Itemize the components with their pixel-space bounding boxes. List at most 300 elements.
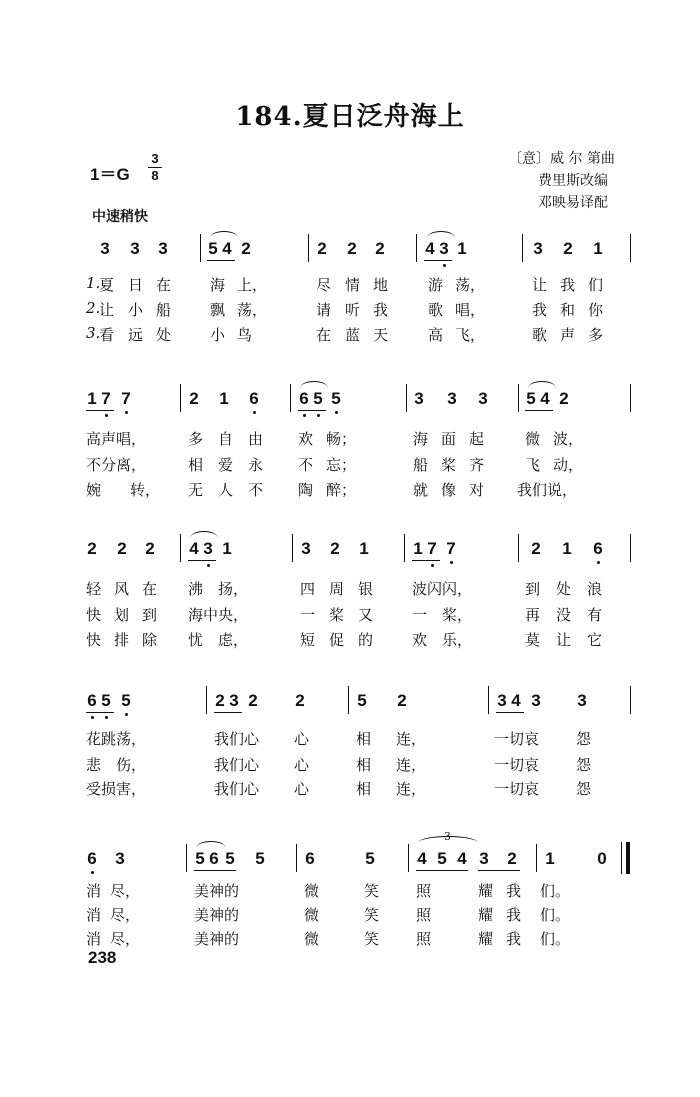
lyric: 心 xyxy=(294,756,310,774)
lyric: 多 xyxy=(188,430,204,448)
lyric: 消 xyxy=(86,930,102,948)
lyric: 海 xyxy=(413,430,429,448)
note: 1 xyxy=(222,539,232,558)
underline xyxy=(214,712,242,713)
lyric: 促 xyxy=(329,631,345,649)
low-octave-dot xyxy=(317,414,320,417)
lyric: 周 xyxy=(329,580,345,598)
lyric: 忘； xyxy=(326,456,357,474)
lyric: 一切哀 xyxy=(494,756,540,774)
lyric: 相 xyxy=(356,780,372,798)
lyric: 沸 xyxy=(188,580,204,598)
underline xyxy=(207,260,235,261)
lyric: 蓝 xyxy=(345,326,361,344)
lyric: 尽， xyxy=(110,906,141,924)
lyric: 转， xyxy=(130,481,161,499)
barline xyxy=(416,234,417,262)
lyric: 莫 xyxy=(525,631,541,649)
barline xyxy=(406,384,407,412)
lyric: 小 xyxy=(128,301,144,319)
lyric: 我 xyxy=(506,906,522,924)
credit-composer: 〔意〕威 尔 第曲 xyxy=(508,151,615,167)
lyric: 听 xyxy=(345,301,361,319)
lyric: 耀 xyxy=(478,882,494,900)
lyric: 船 xyxy=(413,456,429,474)
lyric: 心 xyxy=(294,730,310,748)
lyric: 海 xyxy=(210,276,226,294)
note: 4 xyxy=(457,849,467,868)
lyric: 飞 xyxy=(525,456,541,474)
note: 5 xyxy=(357,691,367,710)
lyric: 虑， xyxy=(218,631,249,649)
lyric: 快 xyxy=(86,631,102,649)
lyric: 没 xyxy=(556,606,572,624)
lyric: 相 xyxy=(188,456,204,474)
time-signature-top: 3 xyxy=(151,151,159,166)
note: 2 xyxy=(248,691,258,710)
note: 3 xyxy=(414,389,424,408)
lyric: 飘 xyxy=(210,301,226,319)
lyric: 怨 xyxy=(576,730,592,748)
lyric: 到 xyxy=(525,580,541,598)
note: 2 xyxy=(241,239,251,258)
note: 3 xyxy=(497,691,507,710)
underline xyxy=(188,560,216,561)
note: 3 xyxy=(229,691,239,710)
low-octave-dot xyxy=(105,414,108,417)
note: 5 xyxy=(121,691,131,710)
lyric: 像 xyxy=(441,481,457,499)
note: 3 xyxy=(130,239,140,258)
note: 1 xyxy=(413,539,423,558)
note: 2 xyxy=(317,239,327,258)
note: 6 xyxy=(299,389,309,408)
note: 3 xyxy=(439,239,449,258)
barline xyxy=(536,844,537,872)
lyric: 轻 xyxy=(86,580,102,598)
lyric: 在 xyxy=(156,276,172,294)
barline xyxy=(186,844,187,872)
lyric: 处 xyxy=(556,580,572,598)
lyric: 桨 xyxy=(329,606,345,624)
lyric: 动， xyxy=(553,456,584,474)
lyric: 荡， xyxy=(455,276,486,294)
lyric: 连， xyxy=(396,730,427,748)
tempo-marking: 中速稍快 xyxy=(92,209,148,225)
lyric: 我们心 xyxy=(214,756,260,774)
lyric: 夏 xyxy=(99,276,115,294)
note: 3 xyxy=(479,849,489,868)
lyric: 伤， xyxy=(116,756,147,774)
lyric: 风 xyxy=(114,580,130,598)
lyric: 人 xyxy=(218,481,234,499)
lyric: 银 xyxy=(358,580,374,598)
note: 2 xyxy=(531,539,541,558)
triplet-number: 3 xyxy=(444,830,451,843)
lyric: 对 xyxy=(469,481,485,499)
lyric: 笑 xyxy=(364,930,380,948)
note: 3 xyxy=(158,239,168,258)
lyric: 一切哀 xyxy=(494,780,540,798)
note: 3 xyxy=(531,691,541,710)
lyric: 多 xyxy=(588,326,604,344)
barline xyxy=(348,686,349,714)
lyric: 欢 xyxy=(298,430,314,448)
note: 2 xyxy=(117,539,127,558)
key-signature: 1＝G xyxy=(90,165,130,184)
underline xyxy=(478,870,520,871)
lyric: 高 xyxy=(428,326,444,344)
note: 6 xyxy=(305,849,315,868)
note: 4 xyxy=(417,849,427,868)
note: 5 xyxy=(313,389,323,408)
lyric: 微 xyxy=(525,430,541,448)
lyric: 我 xyxy=(506,882,522,900)
song-title: 184.夏日泛舟海上 xyxy=(235,102,465,132)
lyric: 的 xyxy=(358,631,374,649)
lyric: 尽， xyxy=(110,930,141,948)
lyric: 起 xyxy=(469,430,485,448)
lyric: 们。 xyxy=(540,930,571,948)
lyric: 飞， xyxy=(455,326,486,344)
lyric: 心 xyxy=(294,780,310,798)
lyric: 我 xyxy=(532,301,548,319)
lyric: 笑 xyxy=(364,906,380,924)
note: 4 xyxy=(222,239,232,258)
lyric: 悲 xyxy=(86,756,102,774)
note: 5 xyxy=(526,389,536,408)
credit-translator: 邓映易译配 xyxy=(538,195,608,211)
lyric: 就 xyxy=(413,481,429,499)
lyric: 四 xyxy=(300,580,316,598)
lyric: 欢 xyxy=(412,631,428,649)
barline xyxy=(292,534,293,562)
low-octave-dot xyxy=(450,561,453,564)
time-signature xyxy=(148,152,162,183)
lyric: 畅； xyxy=(326,430,357,448)
lyric: 一 xyxy=(300,606,316,624)
lyric: 我们说， xyxy=(517,481,578,499)
barline xyxy=(308,234,309,262)
barline xyxy=(200,234,201,262)
lyric: 美神的 xyxy=(194,930,240,948)
note: 5 xyxy=(331,389,341,408)
lyric: 声 xyxy=(560,326,576,344)
note: 7 xyxy=(121,389,131,408)
note: 4 xyxy=(425,239,435,258)
lyric: 快 xyxy=(86,606,102,624)
note: 2 xyxy=(347,239,357,258)
barline xyxy=(180,384,181,412)
lyric: 耀 xyxy=(478,930,494,948)
lyric: 桨 xyxy=(441,456,457,474)
lyric: 看 xyxy=(99,326,115,344)
slur xyxy=(196,841,226,848)
lyric: 花跳荡， xyxy=(86,730,147,748)
lyric: 微 xyxy=(304,906,320,924)
lyric: 我们心 xyxy=(214,730,260,748)
low-octave-dot xyxy=(125,713,128,716)
lyric: 连， xyxy=(396,756,427,774)
lyric: 一切哀 xyxy=(494,730,540,748)
low-octave-dot xyxy=(125,411,128,414)
credit-arranger: 费里斯改编 xyxy=(538,173,608,189)
lyric: 微 xyxy=(304,930,320,948)
lyric: 尽， xyxy=(110,882,141,900)
lyric: 处 xyxy=(156,326,172,344)
barline xyxy=(404,534,405,562)
lyric: 照 xyxy=(416,882,432,900)
lyric: 在 xyxy=(316,326,332,344)
lyric: 唱， xyxy=(455,301,486,319)
note: 6 xyxy=(249,389,259,408)
lyric: 让 xyxy=(556,631,572,649)
lyric: 耀 xyxy=(478,906,494,924)
slur xyxy=(427,231,455,238)
note: 5 xyxy=(208,239,218,258)
barline xyxy=(408,844,409,872)
lyric: 再 xyxy=(525,606,541,624)
barline xyxy=(206,686,207,714)
note: 2 xyxy=(215,691,225,710)
note: 0 xyxy=(597,849,607,868)
note: 5 xyxy=(365,849,375,868)
note: 3 xyxy=(115,849,125,868)
note: 2 xyxy=(397,691,407,710)
barline xyxy=(630,384,631,412)
note: 3 xyxy=(447,389,457,408)
note: 3 xyxy=(301,539,311,558)
lyric: 们。 xyxy=(540,882,571,900)
verse-number: 3. xyxy=(86,324,101,342)
lyric: 让 xyxy=(532,276,548,294)
note: 4 xyxy=(540,389,550,408)
lyric: 远 xyxy=(128,326,144,344)
lyric: 鸟 xyxy=(237,326,253,344)
lyric: 有 xyxy=(587,606,603,624)
note: 5 xyxy=(195,849,205,868)
underline xyxy=(412,560,440,561)
note: 3 xyxy=(203,539,213,558)
lyric: 划 xyxy=(114,606,130,624)
lyric: 天 xyxy=(373,326,389,344)
lyric: 不 xyxy=(248,481,264,499)
lyric: 们 xyxy=(588,276,604,294)
low-octave-dot xyxy=(303,414,306,417)
note: 6 xyxy=(87,849,97,868)
low-octave-dot xyxy=(597,561,600,564)
underline xyxy=(86,410,114,411)
lyric: 自 xyxy=(218,430,234,448)
note: 1 xyxy=(219,389,229,408)
low-octave-dot xyxy=(335,411,338,414)
note: 5 xyxy=(437,849,447,868)
lyric: 乐， xyxy=(442,631,473,649)
lyric: 齐 xyxy=(469,456,485,474)
lyric: 们。 xyxy=(540,906,571,924)
verse-number: 2. xyxy=(86,299,101,317)
note: 1 xyxy=(87,389,97,408)
barline xyxy=(488,686,489,714)
lyric: 它 xyxy=(587,631,603,649)
note: 2 xyxy=(189,389,199,408)
slur xyxy=(190,531,218,538)
lyric: 由 xyxy=(248,430,264,448)
low-octave-dot xyxy=(207,564,210,567)
barline xyxy=(522,234,523,262)
lyric: 高声唱， xyxy=(86,430,147,448)
lyric: 我 xyxy=(560,276,576,294)
note: 7 xyxy=(101,389,111,408)
note: 2 xyxy=(507,849,517,868)
lyric: 让 xyxy=(99,301,115,319)
note: 2 xyxy=(295,691,305,710)
barline xyxy=(630,234,631,262)
note: 5 xyxy=(255,849,265,868)
slur xyxy=(210,231,238,238)
barline xyxy=(518,534,519,562)
underline xyxy=(424,260,452,261)
lyric: 怨 xyxy=(576,780,592,798)
lyric: 日 xyxy=(128,276,144,294)
lyric: 荡， xyxy=(237,301,268,319)
lyric: 海中央， xyxy=(188,606,249,624)
note: 3 xyxy=(577,691,587,710)
lyric: 永 xyxy=(248,456,264,474)
lyric: 照 xyxy=(416,930,432,948)
lyric: 美神的 xyxy=(194,906,240,924)
lyric: 在 xyxy=(142,580,158,598)
lyric: 你 xyxy=(588,301,604,319)
underline xyxy=(298,410,326,411)
note: 2 xyxy=(563,239,573,258)
lyric: 不分离， xyxy=(86,456,147,474)
lyric: 桨， xyxy=(442,606,473,624)
barline xyxy=(630,686,631,714)
underline xyxy=(416,870,468,871)
barline xyxy=(180,534,181,562)
lyric: 到 xyxy=(142,606,158,624)
lyric: 排 xyxy=(114,631,130,649)
note: 7 xyxy=(446,539,456,558)
lyric: 歌 xyxy=(532,326,548,344)
note: 3 xyxy=(478,389,488,408)
lyric: 面 xyxy=(441,430,457,448)
lyric: 连， xyxy=(396,780,427,798)
low-octave-dot xyxy=(105,716,108,719)
lyric: 我 xyxy=(506,930,522,948)
final-barline-thin xyxy=(621,842,622,874)
slur xyxy=(300,381,328,388)
note: 6 xyxy=(593,539,603,558)
underline xyxy=(194,870,236,871)
lyric: 相 xyxy=(356,730,372,748)
lyric: 微 xyxy=(304,882,320,900)
lyric: 婉 xyxy=(86,481,102,499)
lyric: 情 xyxy=(345,276,361,294)
lyric: 上， xyxy=(237,276,268,294)
lyric: 浪 xyxy=(587,580,603,598)
underline xyxy=(86,712,114,713)
low-octave-dot xyxy=(91,716,94,719)
note: 3 xyxy=(100,239,110,258)
lyric: 我们心 xyxy=(214,780,260,798)
lyric: 醉； xyxy=(326,481,357,499)
note: 3 xyxy=(533,239,543,258)
lyric: 怨 xyxy=(576,756,592,774)
barline xyxy=(630,534,631,562)
barline xyxy=(290,384,291,412)
underline xyxy=(525,410,553,411)
note: 1 xyxy=(545,849,555,868)
lyric: 陶 xyxy=(298,481,314,499)
slur xyxy=(528,381,556,388)
lyric: 波， xyxy=(553,430,584,448)
lyric: 小 xyxy=(210,326,226,344)
lyric: 我 xyxy=(373,301,389,319)
lyric: 除 xyxy=(142,631,158,649)
lyric: 受损害， xyxy=(86,780,147,798)
note: 2 xyxy=(87,539,97,558)
lyric: 地 xyxy=(373,276,389,294)
low-octave-dot xyxy=(253,411,256,414)
lyric: 忧 xyxy=(188,631,204,649)
note: 1 xyxy=(359,539,369,558)
note: 2 xyxy=(375,239,385,258)
low-octave-dot xyxy=(443,264,446,267)
note: 1 xyxy=(593,239,603,258)
lyric: 歌 xyxy=(428,301,444,319)
lyric: 相 xyxy=(356,756,372,774)
lyric: 笑 xyxy=(364,882,380,900)
note: 7 xyxy=(427,539,437,558)
note: 4 xyxy=(511,691,521,710)
note: 2 xyxy=(330,539,340,558)
time-signature-bottom: 8 xyxy=(151,168,159,183)
lyric: 请 xyxy=(316,301,332,319)
lyric: 无 xyxy=(188,481,204,499)
lyric: 和 xyxy=(560,301,576,319)
lyric: 美神的 xyxy=(194,882,240,900)
page-number: 238 xyxy=(88,948,117,967)
note: 1 xyxy=(457,239,467,258)
note: 5 xyxy=(225,849,235,868)
lyric: 不 xyxy=(298,456,314,474)
lyric: 波闪闪， xyxy=(412,580,473,598)
lyric: 短 xyxy=(300,631,316,649)
lyric: 游 xyxy=(428,276,444,294)
note: 2 xyxy=(559,389,569,408)
lyric: 消 xyxy=(86,882,102,900)
note: 4 xyxy=(189,539,199,558)
lyric: 消 xyxy=(86,906,102,924)
note: 2 xyxy=(145,539,155,558)
lyric: 尽 xyxy=(316,276,332,294)
note: 6 xyxy=(87,691,97,710)
low-octave-dot xyxy=(91,871,94,874)
lyric: 又 xyxy=(358,606,374,624)
lyric: 扬， xyxy=(218,580,249,598)
barline xyxy=(518,384,519,412)
underline xyxy=(496,712,524,713)
note: 1 xyxy=(562,539,572,558)
note: 6 xyxy=(209,849,219,868)
lyric: 一 xyxy=(412,606,428,624)
final-barline-thick xyxy=(626,842,630,874)
lyric: 船 xyxy=(156,301,172,319)
note: 5 xyxy=(101,691,111,710)
lyric: 爱 xyxy=(218,456,234,474)
